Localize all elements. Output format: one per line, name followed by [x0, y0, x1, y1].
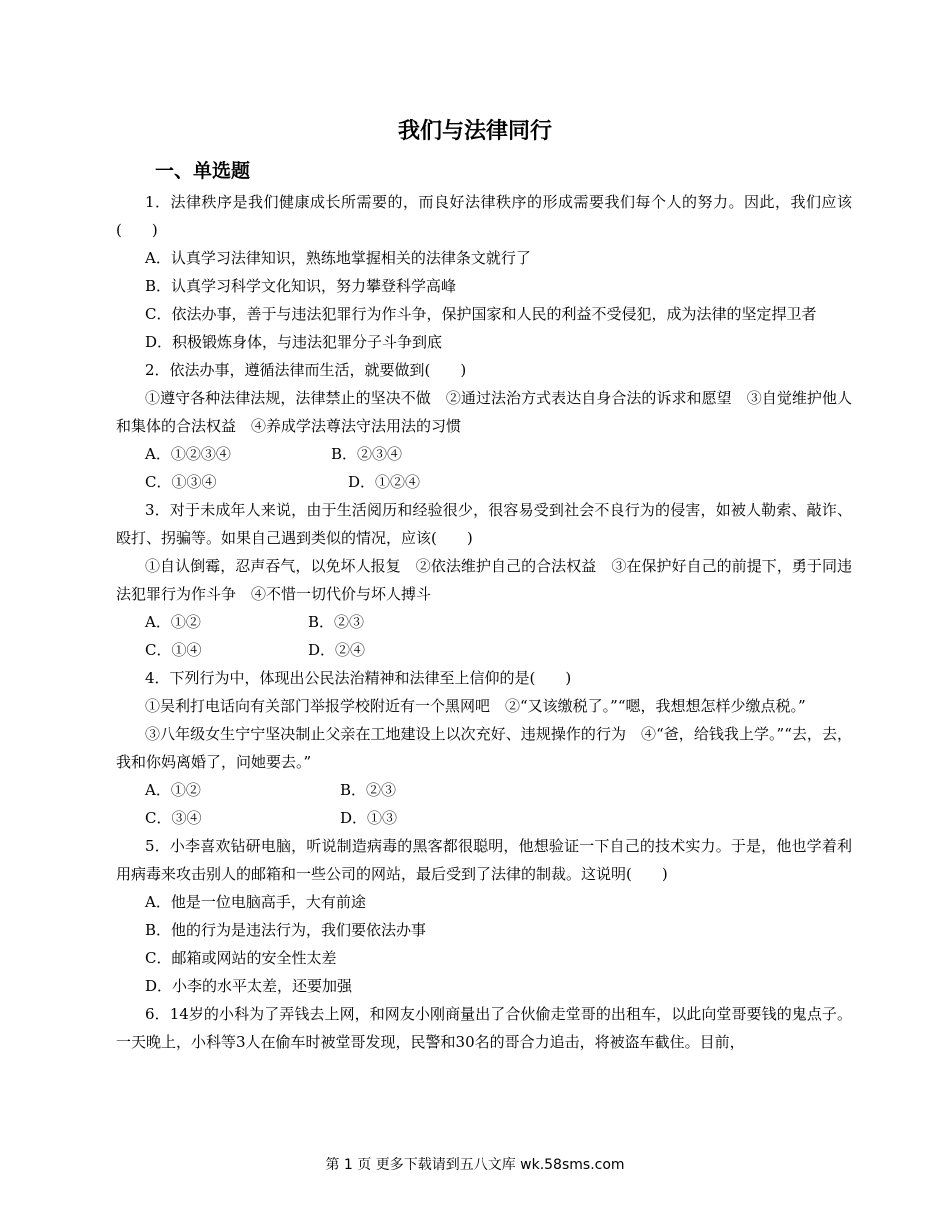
q1-option-d: D．积极锻炼身体，与违法犯罪分子斗争到底	[145, 333, 443, 351]
q2-option-c: C．①③④	[145, 473, 217, 491]
q2-options-row-2	[116, 468, 852, 496]
q2-option-b: B．②③④	[331, 445, 403, 463]
q1-option-b: B．认真学习科学文化知识，努力攀登科学高峰	[145, 277, 457, 295]
q4-items-1: ①吴利打电话向有关部门举报学校附近有一个黑网吧 ②“又该缴税了。”“嗯，我想想怎样少缴点税。”	[145, 697, 806, 715]
q3-stem: 3．对于未成年人来说，由于生活阅历和经验很少，很容易受到社会不良行为的侵害，如被人勒索、敲诈、殴打、拐骗等。如果自己遇到类似的情况，应该( )	[116, 501, 852, 547]
q5-option-a: A．他是一位电脑高手，大有前途	[145, 893, 366, 911]
q4-stem: 4．下列行为中，体现出公民法治精神和法律至上信仰的是( )	[145, 669, 572, 687]
q4-options-row-2	[116, 804, 852, 832]
q5-option-d: D．小李的水平太差，还要加强	[145, 977, 353, 995]
question-list	[116, 188, 852, 1056]
q5-stem: 5．小李喜欢钻研电脑，听说制造病毒的黑客都很聪明，他想验证一下自己的技术实力。于是，他也学着利用病毒来攻击别人的邮箱和一些公司的网站，最后受到了法律的制裁。这说明( )	[116, 837, 852, 883]
q3-options-row-2	[116, 636, 852, 664]
q3-option-c: C．①④	[145, 641, 202, 659]
q1-option-c: C．依法办事，善于与违法犯罪行为作斗争，保护国家和人民的利益不受侵犯，成为法律的坚定捍卫者	[145, 305, 817, 323]
q3-option-a: A．①②	[145, 613, 201, 631]
page-title: 我们与法律同行	[397, 119, 552, 144]
q1-option-a: A．认真学习法律知识，熟练地掌握相关的法律条文就行了	[145, 249, 531, 267]
q2-options-row-1	[116, 440, 852, 468]
q2-option-a: A．①②③④	[145, 445, 231, 463]
q2-option-d: D．①②④	[348, 473, 421, 491]
q3-option-d: D．②④	[308, 641, 366, 659]
q5-option-c: C．邮箱或网站的安全性太差	[145, 949, 337, 967]
q6-stem: 6．14岁的小科为了弄钱去上网，和网友小刚商量出了合伙偷走堂哥的出租车，以此向堂哥要钱的鬼点子。一天晚上，小科等3人在偷车时被堂哥发现，民警和30名的哥合力追击，将被盗车截住。目前，	[116, 1005, 852, 1051]
q3-items: ①自认倒霉，忍声吞气，以免坏人报复 ②依法维护自己的合法权益 ③在保护好自己的前提下，勇于同违法犯罪行为作斗争 ④不惜一切代价与坏人搏斗	[116, 557, 852, 603]
page-footer: 第 1 页 更多下载请到五八文库 wk.58sms.com	[325, 1157, 625, 1173]
q5-option-b: B．他的行为是违法行为，我们要依法办事	[145, 921, 427, 939]
q1-stem: 1．法律秩序是我们健康成长所需要的，而良好法律秩序的形成需要我们每个人的努力。因此，我们应该( )	[116, 193, 852, 239]
q4-option-a: A．①②	[145, 781, 201, 799]
q4-options-row-1	[116, 776, 852, 804]
q4-option-d: D．①③	[340, 809, 398, 827]
q2-stem: 2．依法办事，遵循法律而生活，就要做到( )	[145, 361, 467, 379]
section-heading: 一、单选题	[155, 160, 251, 182]
q4-items-2: ③八年级女生宁宁坚决制止父亲在工地建设上以次充好、违规操作的行为 ④“爸，给钱我上学。”“去，去，我和你妈离婚了，问她要去。”	[116, 725, 852, 771]
q3-option-b: B．②③	[308, 613, 365, 631]
q3-options-row-1	[116, 608, 852, 636]
q4-option-b: B．②③	[340, 781, 397, 799]
q2-items: ①遵守各种法律法规，法律禁止的坚决不做 ②通过法治方式表达自身合法的诉求和愿望 ③自觉维护他人和集体的合法权益 ④养成学法尊法守法用法的习惯	[116, 389, 852, 435]
q4-option-c: C．③④	[145, 809, 202, 827]
